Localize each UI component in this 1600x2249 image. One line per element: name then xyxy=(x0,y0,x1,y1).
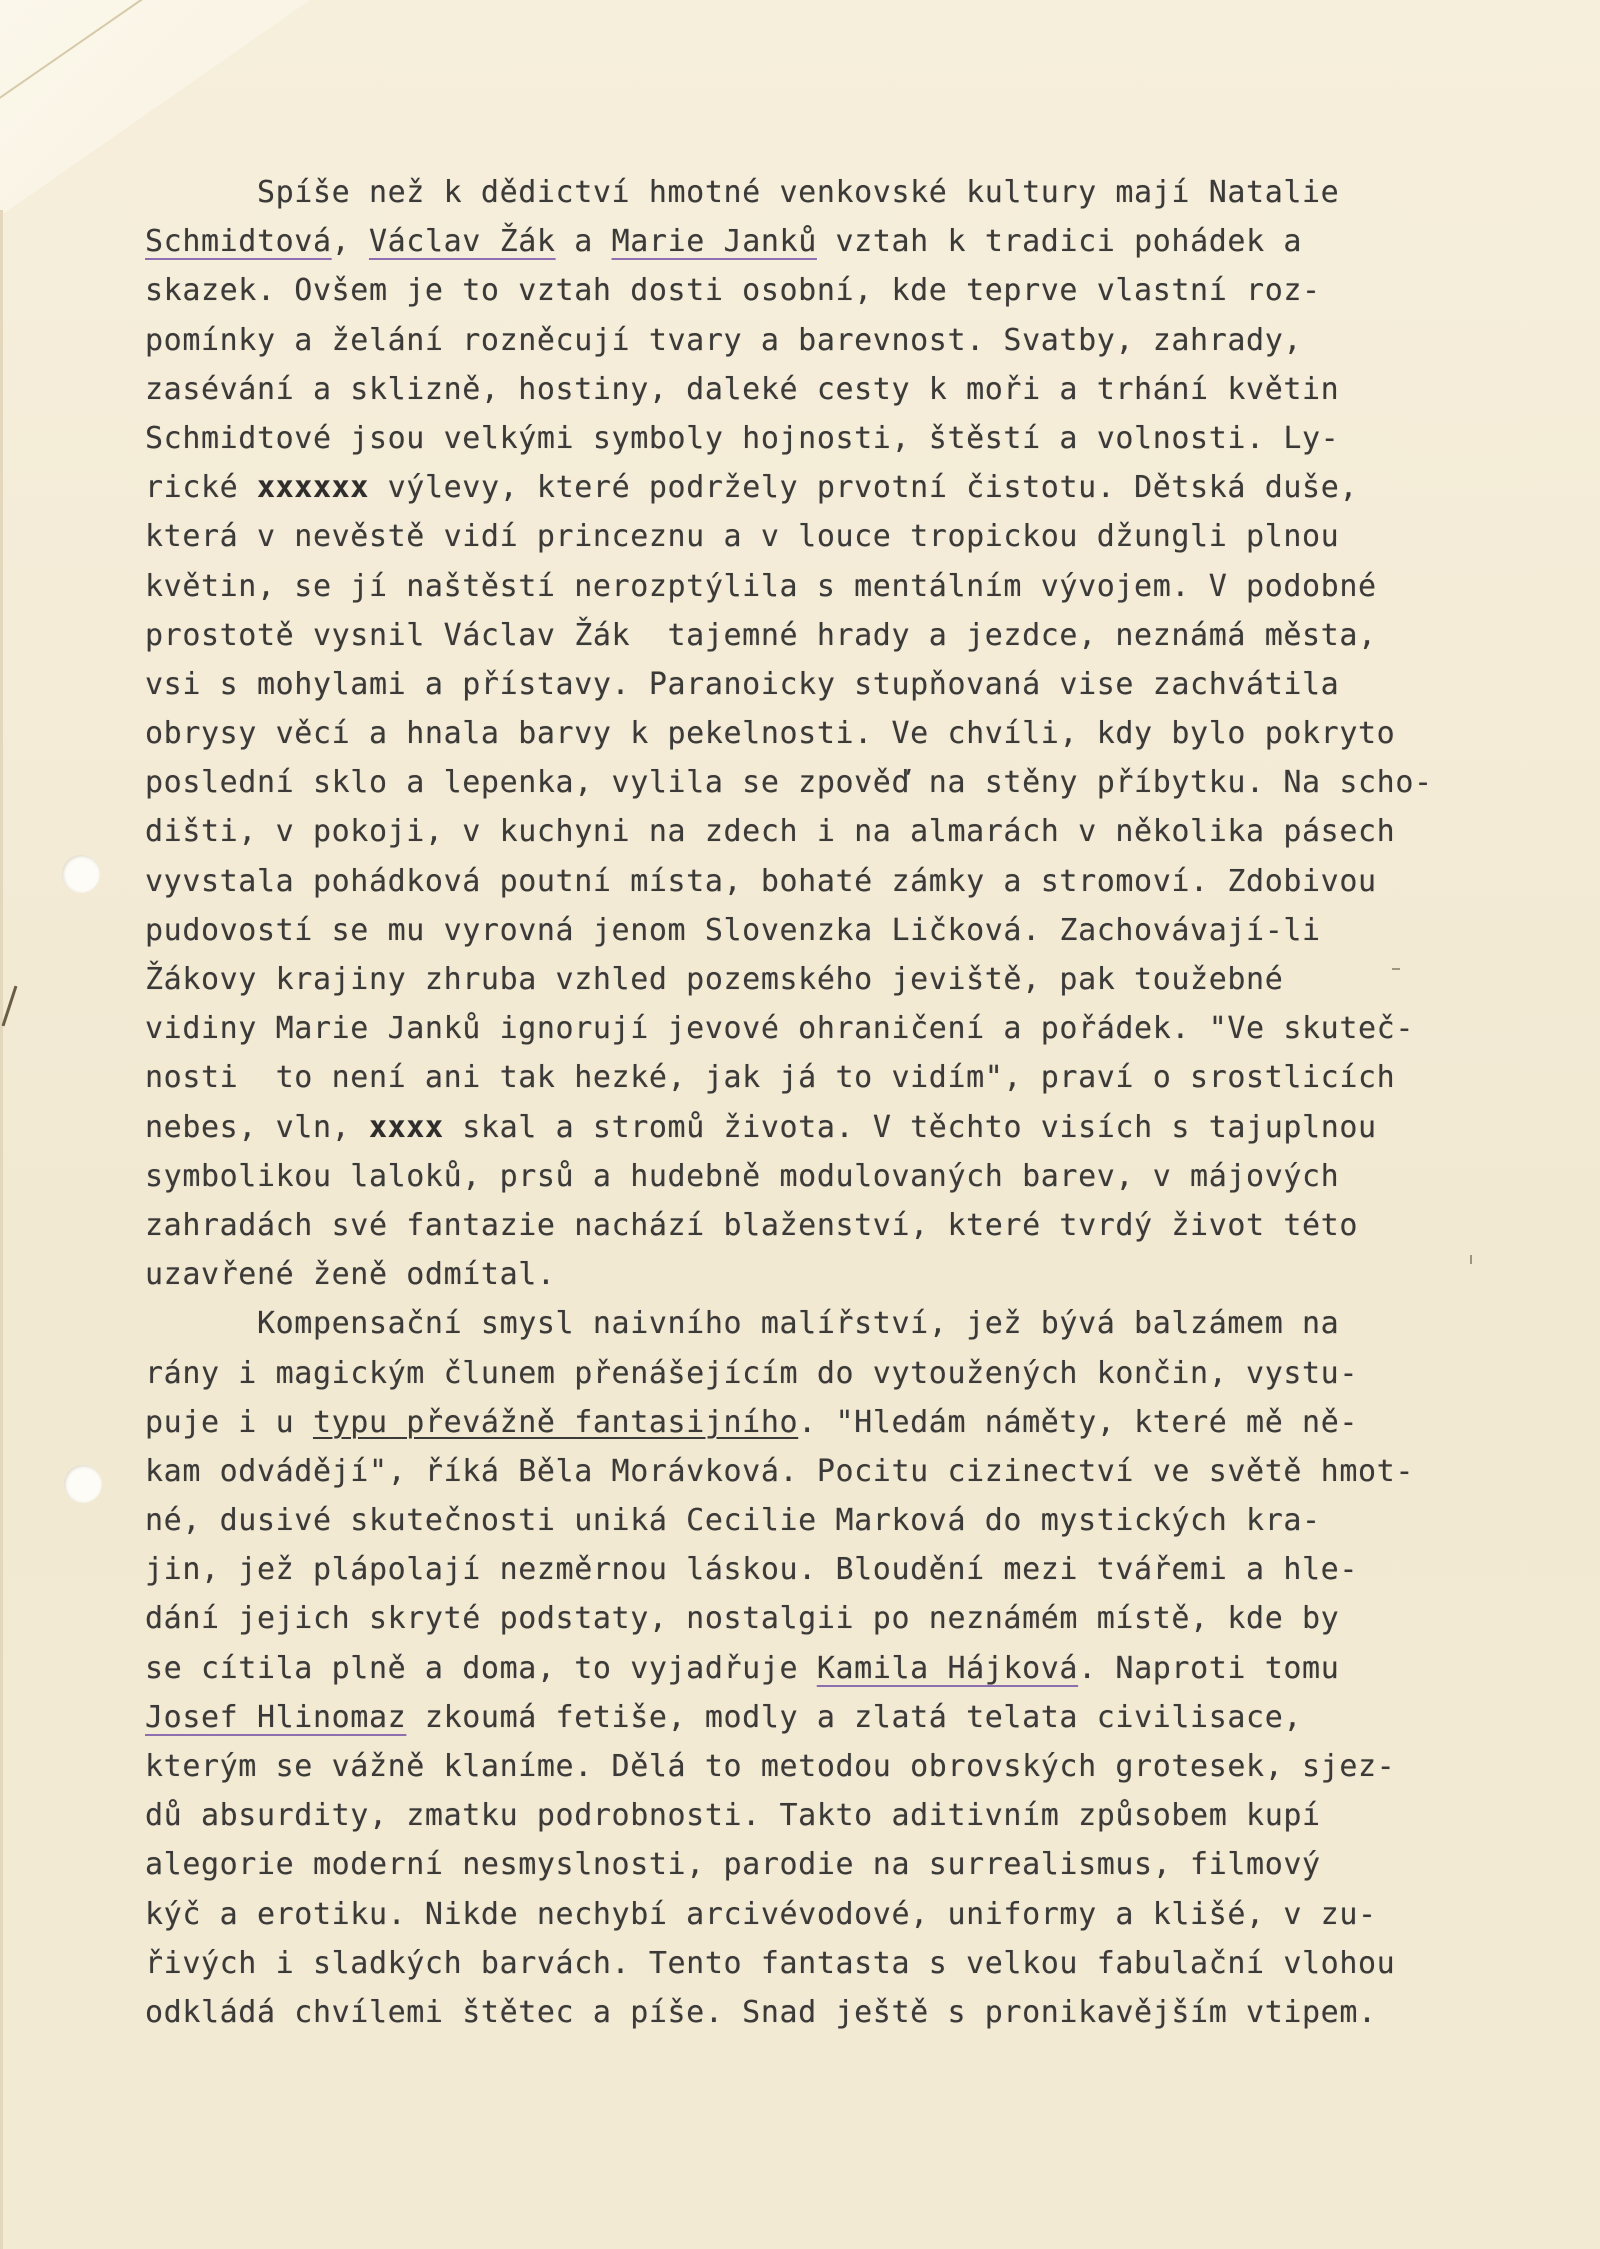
typed-text-body xyxy=(145,168,1545,2037)
text-line xyxy=(145,660,1545,709)
text-segment: která v nevěstě vidí princeznu a v louce tropickou džungli plnou xyxy=(145,519,1340,555)
text-line xyxy=(145,512,1545,561)
text-line xyxy=(145,414,1545,463)
text-segment: zkoumá fetiše, modly a zlatá telata civilisace, xyxy=(406,1699,1303,1735)
text-segment: dání jejich skryté podstaty, nostalgii po neznámém místě, kde by xyxy=(145,1601,1340,1637)
text-segment: květin, se jí naštěstí nerozptýlila s mentálním vývojem. V podobné xyxy=(145,568,1377,604)
text-line xyxy=(145,807,1545,856)
struck-out-word: xxxx xyxy=(368,1109,444,1145)
text-segment: a xyxy=(555,224,612,260)
text-line xyxy=(145,1250,1545,1299)
text-segment: pomínky a želání rozněcují tvary a barevnost. Svatby, zahrady, xyxy=(145,322,1303,358)
text-line xyxy=(145,316,1545,365)
text-segment: symbolikou laloků, prsů a hudebně modulovaných barev, v májových xyxy=(145,1158,1340,1194)
text-segment: dů absurdity, zmatku podrobnosti. Takto aditivním způsobem kupí xyxy=(145,1798,1321,1834)
text-segment: . "Hledám náměty, které mě ně- xyxy=(798,1404,1359,1440)
text-segment: dišti, v pokoji, v kuchyni na zdech i na almarách v několika pásech xyxy=(145,814,1396,850)
text-segment: puje i u xyxy=(145,1404,313,1440)
text-line xyxy=(145,611,1545,660)
text-line xyxy=(145,906,1545,955)
text-line xyxy=(145,217,1545,266)
text-line xyxy=(145,1103,1545,1152)
text-line xyxy=(145,758,1545,807)
text-segment: zasévání a sklizně, hostiny, daleké cesty k moři a trhání květin xyxy=(145,371,1340,407)
text-segment: prostotě vysnil Václav Žák tajemné hrady a jezdce, neznámá města, xyxy=(145,617,1377,653)
text-segment: kýč a erotiku. Nikde nechybí arcivévodové, uniformy a klišé, v zu- xyxy=(145,1896,1377,1932)
text-segment: zahradách své fantazie nachází blaženství, které tvrdý život této xyxy=(145,1207,1358,1243)
text-segment: Spíše než k dědictví hmotné venkovské kultury mají Natalie xyxy=(145,175,1340,210)
text-line xyxy=(145,1349,1545,1398)
text-segment: odkládá chvílemi štětec a píše. Snad ještě s pronikavějším vtipem. xyxy=(145,1994,1377,2030)
pen-underlined-name: Václav Žák xyxy=(368,224,556,260)
text-line xyxy=(145,168,1545,217)
text-segment: vyvstala pohádková poutní místa, bohaté zámky a stromoví. Zdobivou xyxy=(145,863,1377,899)
struck-out-word: xxxxxx xyxy=(256,470,369,506)
pen-underlined-name: Kamila Hájková xyxy=(816,1650,1079,1686)
text-line xyxy=(145,709,1545,758)
paper-left-edge xyxy=(0,210,3,2249)
text-line xyxy=(145,562,1545,611)
text-segment: uzavřené ženě odmítal. xyxy=(145,1257,556,1293)
text-line xyxy=(145,1644,1545,1693)
text-segment: se cítila plně a doma, to vyjadřuje xyxy=(145,1650,817,1686)
text-segment: Kompensační smysl naivního malířství, jež bývá balzámem na xyxy=(145,1306,1340,1342)
text-segment: , xyxy=(331,224,369,260)
text-segment: vidiny Marie Janků ignorují jevové ohraničení a pořádek. "Ve skuteč- xyxy=(145,1011,1414,1047)
text-segment: kam odvádějí", říká Běla Morávková. Pocitu cizinectví ve světě hmot- xyxy=(145,1453,1414,1489)
text-segment: vztah k tradici pohádek a xyxy=(816,224,1303,260)
text-segment: rické xyxy=(145,470,257,506)
text-line xyxy=(145,1594,1545,1643)
text-segment: skal a stromů života. V těchto visích s tajuplnou xyxy=(443,1109,1377,1145)
text-segment: alegorie moderní nesmyslnosti, parodie na surrealismus, filmový xyxy=(145,1847,1321,1883)
pen-underlined-name: Josef Hlinomaz xyxy=(145,1699,407,1735)
text-segment: pudovostí se mu vyrovná jenom Slovenzka Ličková. Zachovávají-li xyxy=(145,912,1321,948)
text-segment: vsi s mohylami a přístavy. Paranoicky stupňovaná vise zachvátila xyxy=(145,666,1340,702)
text-line xyxy=(145,1840,1545,1889)
text-segment: nebes, vln, xyxy=(145,1109,369,1145)
text-line xyxy=(145,1939,1545,1988)
text-line xyxy=(145,1496,1545,1545)
text-segment: . Naproti tomu xyxy=(1078,1650,1340,1686)
typed-underlined-phrase: typu převážně fantasijního xyxy=(312,1404,799,1440)
text-segment: rány i magickým člunem přenášejícím do vytoužených končin, vystu- xyxy=(145,1355,1358,1391)
pen-underlined-name: Schmidtová xyxy=(145,224,332,260)
text-line xyxy=(145,1004,1545,1053)
pen-underlined-name: Marie Janků xyxy=(611,224,817,260)
text-segment: né, dusivé skutečnosti uniká Cecilie Marková do mystických kra- xyxy=(145,1503,1321,1539)
text-line xyxy=(145,857,1545,906)
text-line xyxy=(145,1201,1545,1250)
text-line xyxy=(145,1890,1545,1939)
text-segment: skazek. Ovšem je to vztah dosti osobní, kde teprve vlastní roz- xyxy=(145,273,1321,309)
text-segment: jin, jež plápolají nezměrnou láskou. Bloudění mezi tvářemi a hle- xyxy=(145,1552,1358,1588)
text-line xyxy=(145,1152,1545,1201)
text-segment: výlevy, které podržely prvotní čistotu. Dětská duše, xyxy=(368,470,1359,506)
text-line xyxy=(145,1398,1545,1447)
text-line xyxy=(145,1742,1545,1791)
text-segment: obrysy věcí a hnala barvy k pekelnosti. Ve chvíli, kdy bylo pokryto xyxy=(145,716,1396,752)
text-segment: poslední sklo a lepenka, vylila se zpověď na stěny příbytku. Na scho- xyxy=(145,765,1433,801)
margin-pencil-mark xyxy=(2,986,18,1027)
text-segment: řivých i sladkých barvách. Tento fantasta s velkou fabulační vlohou xyxy=(145,1945,1396,1981)
text-line xyxy=(145,365,1545,414)
text-line xyxy=(145,955,1545,1004)
text-line xyxy=(145,1545,1545,1594)
text-line xyxy=(145,1299,1545,1348)
punch-hole-upper xyxy=(62,855,100,893)
text-segment: kterým se vážně klaníme. Dělá to metodou obrovských grotesek, sjez- xyxy=(145,1749,1396,1784)
text-segment: Schmidtové jsou velkými symboly hojnosti, štěstí a volnosti. Ly- xyxy=(145,420,1340,456)
text-line xyxy=(145,1988,1545,2037)
text-line xyxy=(145,1447,1545,1496)
text-segment: Žákovy krajiny zhruba vzhled pozemského jeviště, pak toužebné xyxy=(145,962,1284,997)
text-segment: nosti to není ani tak hezké, jak já to vidím", praví o srostlicích xyxy=(145,1060,1396,1096)
text-line xyxy=(145,463,1545,512)
text-line xyxy=(145,1791,1545,1840)
punch-hole-lower xyxy=(64,1465,102,1503)
text-line xyxy=(145,266,1545,315)
text-line xyxy=(145,1693,1545,1742)
text-line xyxy=(145,1053,1545,1102)
